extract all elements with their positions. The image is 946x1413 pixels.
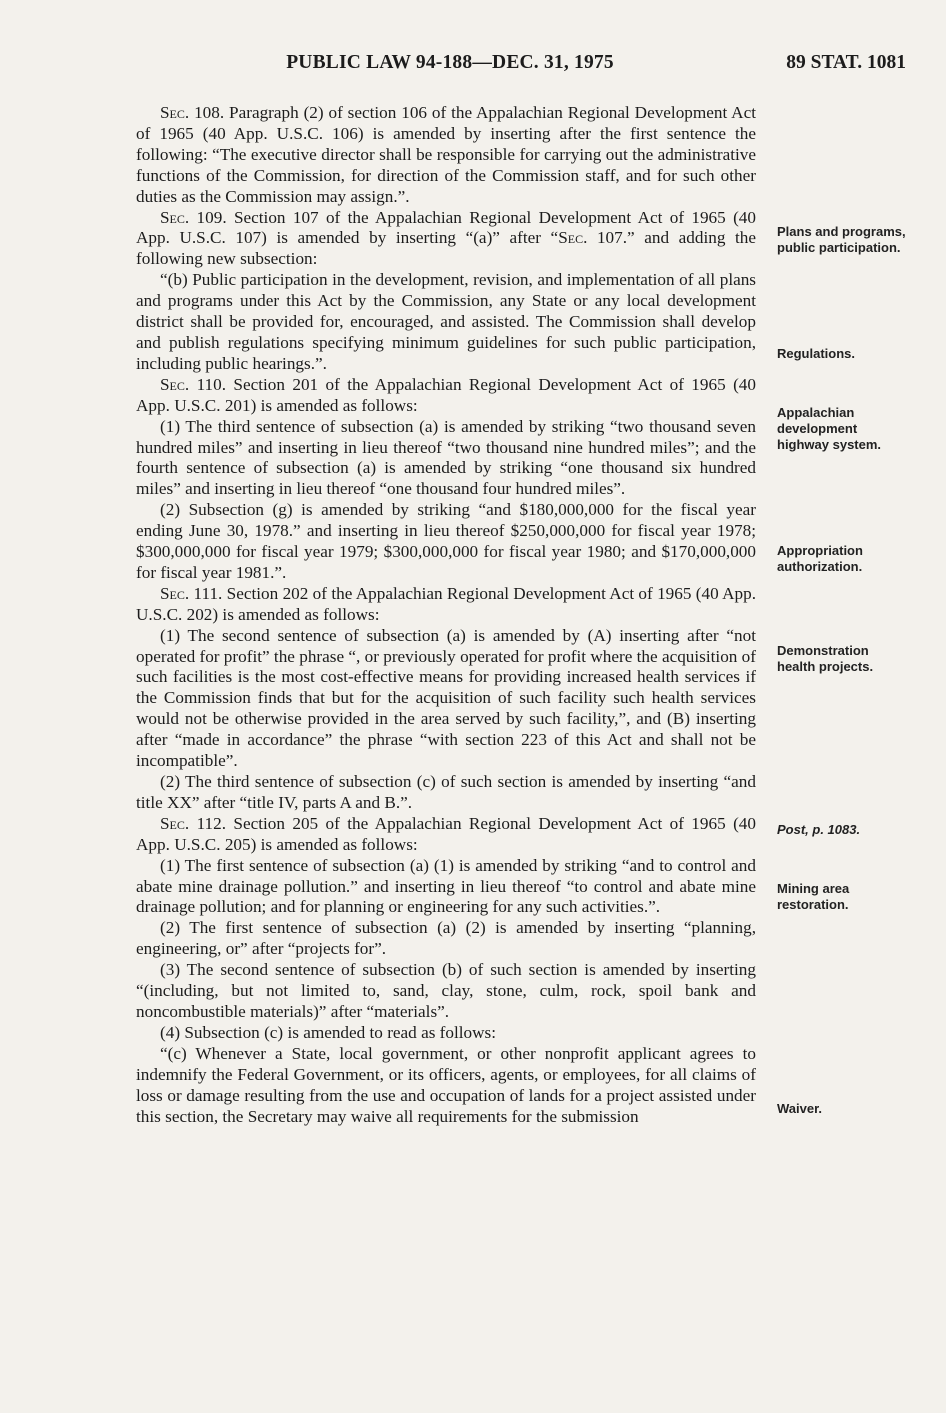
body-text — [136, 103, 756, 1127]
statute-page-reference: 89 STAT. 1081 — [786, 52, 906, 73]
section-label: Sec. — [160, 813, 190, 833]
paragraph-text: 112. Section 205 of the Appalachian Regional Development Act of 1965 (40 App. U.S.C. 205) is amended as follows: — [136, 813, 756, 854]
paragraph-sec-112-4: (4) Subsection (c) is amended to read as follows: — [160, 1022, 497, 1042]
paragraph-text: 107.” and adding the following new subsection: — [136, 228, 756, 269]
paragraph-text: 111. Section 202 of the Appalachian Regional Development Act of 1965 (40 App. U.S.C. 202) is amended as follows: — [136, 583, 756, 624]
paragraph-sec-112-3: (3) The second sentence of subsection (b) of such section is amended by inserting “(including, but not limited to, sand, clay, stone, culm, rock, spoil bank and noncombustible materials)” after “materials”. — [136, 960, 756, 1021]
margin-note-mining: Mining area restoration. — [777, 881, 850, 912]
paragraph-sec-110 — [136, 375, 756, 417]
paragraph-text: 109. Section 107 of the Appalachian Regional Development Act of 1965 (40 App. U.S.C. 107) is amended by inserting “(a)” after “ — [136, 207, 756, 248]
margin-note-appropriation: Appropriation authorization. — [777, 543, 863, 574]
paragraph-text: 110. Section 201 of the Appalachian Regional Development Act of 1965 (40 App. U.S.C. 201) is amended as follows: — [136, 374, 756, 415]
paragraph-sec-110-2: (2) Subsection (g) is amended by striking “and $180,000,000 for the fiscal year ending June 30, 1978.” and inserting in lieu thereof $250,000,000 for fiscal year 1978; $300,000,000 for fiscal year 1979; $300,000,000 for fiscal year 1980; and $170,000,000 for fiscal year 1981.”. — [136, 500, 756, 582]
paragraph-sec-111-2: (2) The third sentence of subsection (c) of such section is amended by inserting “and title XX” after “title IV, parts A and B.”. — [136, 772, 756, 812]
paragraph-sec-112-2: (2) The first sentence of subsection (a) (2) is amended by inserting “planning, engineering, or” after “projects for”. — [136, 918, 756, 959]
section-label: Sec. — [160, 103, 190, 122]
margin-note-waiver: Waiver. — [777, 1101, 823, 1116]
section-label: Sec. — [160, 583, 190, 603]
paragraph-sec-109 — [136, 208, 756, 271]
margin-note-regulations: Regulations. — [777, 346, 856, 361]
paragraph-subsection-b: “(b) Public participation in the development, revision, and implementation of all plans and programs under this Act by the Commission, any State or any local development district shall be provided for, encouraged, and assisted. The Commission shall develop and publish regulations specifying minimum guidelines for such public participation, including public hearings.”. — [136, 270, 756, 373]
section-label: Sec. — [160, 207, 190, 227]
margin-note-health: Demonstration health projects. — [777, 643, 874, 674]
margin-note-post: Post, p. 1083. — [777, 822, 861, 837]
section-label: Sec. — [160, 374, 190, 394]
page-header — [0, 52, 946, 82]
paragraph-subsection-c: “(c) Whenever a State, local government, or other nonprofit applicant agrees to indemnify the Federal Government, or its officers, agents, or employees, for all claims of loss or damage resulting from the use and occupation of lands for a project assisted under this section, the Secretary may waive all requirements for the submission — [136, 1043, 756, 1126]
paragraph-sec-111-1: (1) The second sentence of subsection (a) is amended by (A) inserting after “not operated for profit” the phrase “, or previously operated for profit where the acquisition of such facilities is the most cost-effective means for providing increased health services if the Commission finds that but for the acquisition of such facility such health services would not be otherwise provided in the area served by such facility,”, and (B) inserting after “made in accordance” the phrase “with section 223 of this Act and shall not be incompatible”. — [136, 625, 756, 771]
paragraph-sec-112-1: (1) The first sentence of subsection (a) (1) is amended by striking “and to control and abate mine drainage pollution.” and inserting in lieu thereof “to control and abate mine drainage pollution; and for planning or engineering for any such activities.”. — [136, 855, 756, 917]
paragraph-sec-110-1: (1) The third sentence of subsection (a) is amended by striking “two thousand seven hundred miles” and inserting in lieu thereof “two thousand nine hundred miles”; and the fourth sentence of subsection (a) is amended by striking “one thousand six hundred miles” and inserting in lieu thereof “one thousand four hundred miles”. — [136, 416, 756, 499]
paragraph-sec-112 — [136, 814, 756, 856]
paragraph-sec-108 — [136, 103, 756, 208]
section-label: Sec. — [558, 228, 588, 248]
margin-note-plans: Plans and programs, public participation. — [777, 224, 906, 255]
paragraph-text: 108. Paragraph (2) of section 106 of the Appalachian Regional Development Act of 1965 (40 App. U.S.C. 106) is amended by inserting after the first sentence the following: “The executive director shall be responsible for carrying out the administrative functions of the Commission, for direction of the Commission staff, and for such other duties as the Commission may assign.”. — [136, 103, 756, 206]
margin-note-highway: Appalachian development highway system. — [777, 405, 882, 452]
paragraph-sec-111 — [136, 584, 756, 626]
running-head: PUBLIC LAW 94-188—DEC. 31, 1975 — [286, 52, 614, 73]
